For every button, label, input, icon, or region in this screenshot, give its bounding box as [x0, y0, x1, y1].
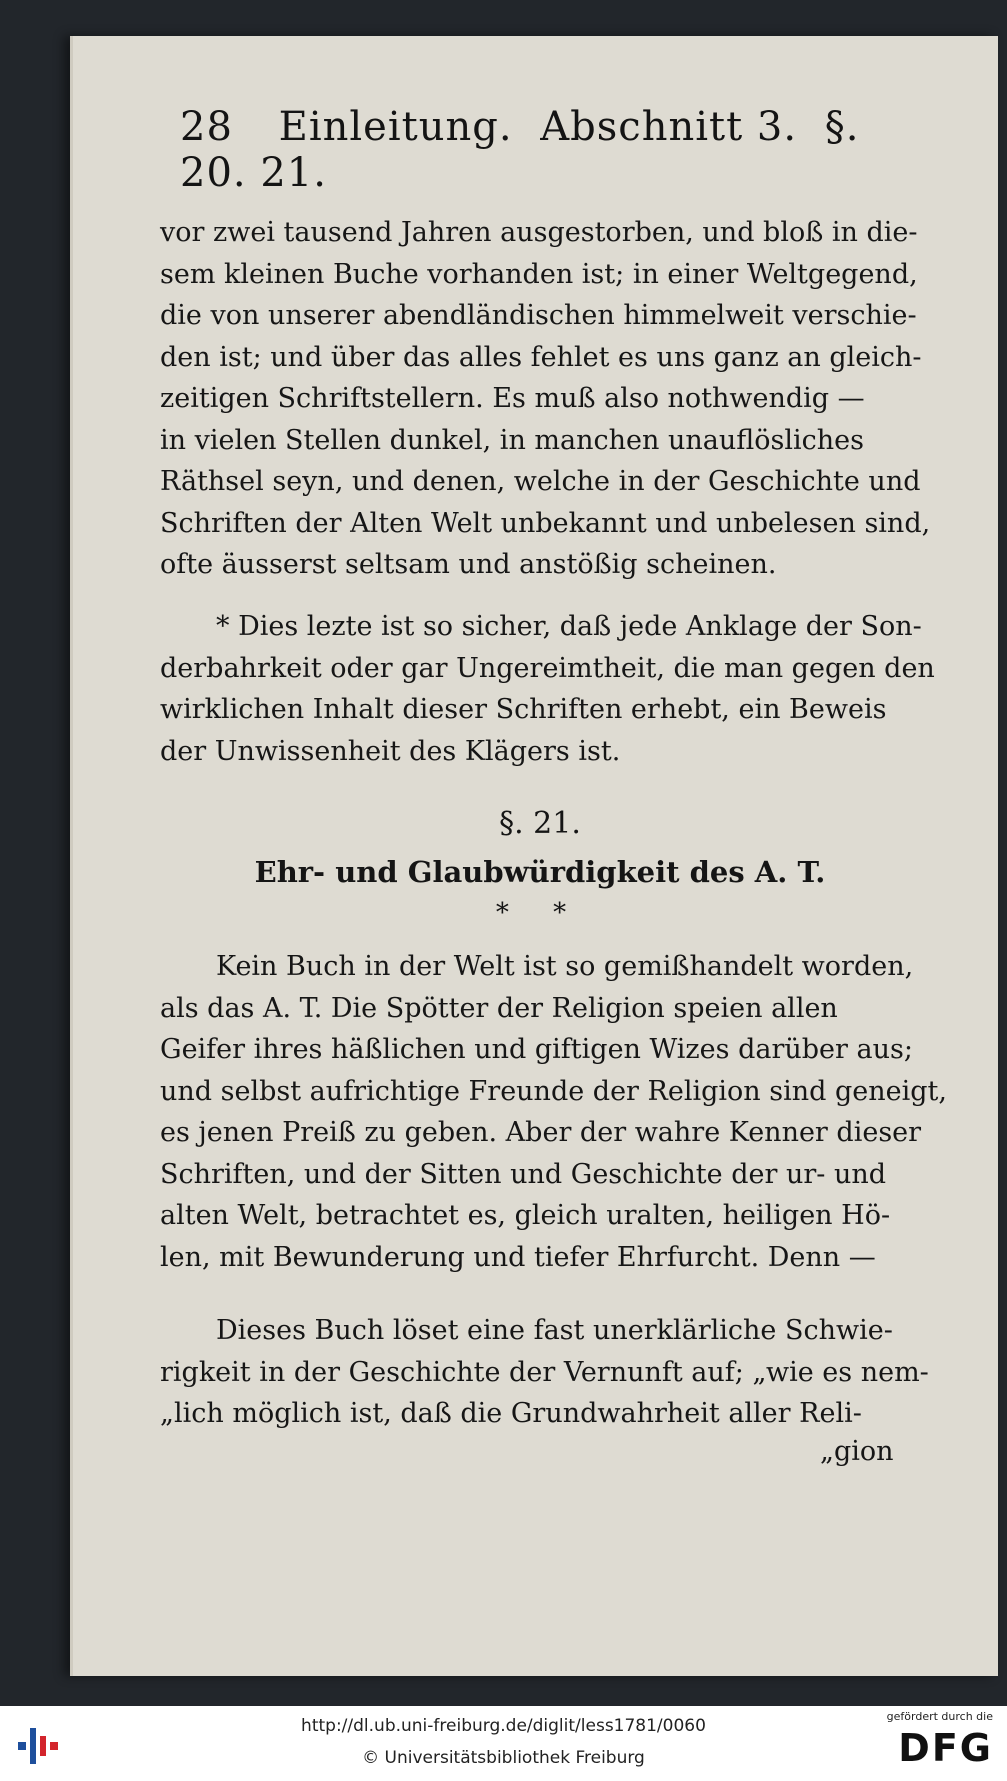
text-line: vor zwei tausend Jahren ausgestorben, und bloß in die-: [160, 217, 918, 248]
header-title: Einleitung.: [278, 104, 513, 150]
text-line: ofte äusserst seltsam und anstößig scheinen.: [160, 549, 777, 580]
section-ornament: * *: [495, 898, 585, 928]
text-line: alten Welt, betrachtet es, gleich uralten, heiligen Hö-: [160, 1200, 891, 1231]
header-section: Abschnitt 3.: [540, 104, 798, 150]
dfg-caption: gefördert durch die: [886, 1710, 993, 1723]
text-line: in vielen Stellen dunkel, in manchen unauflösliches: [160, 424, 864, 456]
footnote-line: der Unwissenheit des Klägers ist.: [160, 735, 621, 767]
footnote-line: derbahrkeit oder gar Ungereimtheit, die man gegen den: [160, 652, 935, 684]
section-number: §. 21.: [499, 806, 581, 841]
text-line: die von unserer abendländischen himmelweit verschie-: [160, 300, 917, 331]
text-line: len, mit Bewunderung und tiefer Ehrfurcht. Denn —: [160, 1241, 876, 1273]
section-title: Ehr- und Glaubwürdigkeit des A. T.: [254, 855, 826, 889]
text-line: Schriften der Alten Welt unbekannt und unbelesen sind,: [160, 507, 931, 539]
page-url-link[interactable]: http://dl.ub.uni-freiburg.de/diglit/less1781/0060: [301, 1716, 706, 1736]
main-text-block: [160, 212, 940, 586]
dfg-logo: DFG: [898, 1726, 993, 1770]
text-line: Räthsel seyn, und denen, welche in der Geschichte und: [160, 466, 921, 497]
text-line: Kein Buch in der Welt ist so gemißhandelt worden,: [216, 951, 914, 982]
text-line: rigkeit in der Geschichte der Vernunft auf; „wie es nem-: [160, 1356, 929, 1388]
running-header: [180, 104, 880, 196]
header-paragraphs: §. 20. 21.: [180, 104, 860, 196]
footnote-line: wirklichen Inhalt dieser Schriften erhebt, ein Beweis: [160, 694, 887, 725]
viewer-footer: [0, 1706, 1007, 1781]
page-number: 28: [180, 104, 233, 150]
text-line: den ist; und über das alles fehlet es uns ganz an gleich-: [160, 341, 922, 373]
footnote-line: * Dies lezte ist so sicher, daß jede Anklage der Son-: [216, 611, 922, 642]
text-line: Dieses Buch löset eine fast unerklärliche Schwie-: [216, 1315, 893, 1346]
footnote-block: [160, 606, 940, 772]
text-line: es jenen Preiß zu geben. Aber der wahre Kenner dieser: [160, 1117, 922, 1148]
body-text-block: [160, 946, 947, 1278]
body-text-block-2: [160, 1310, 940, 1435]
text-line: als das A. T. Die Spötter der Religion speien allen: [160, 992, 838, 1024]
text-line: und selbst aufrichtige Freunde der Religion sind geneigt,: [160, 1075, 947, 1107]
text-line: „lich möglich ist, daß die Grundwahrheit aller Reli-: [160, 1398, 862, 1429]
text-line: sem kleinen Buche vorhanden ist; in einer Weltgegend,: [160, 258, 918, 290]
copyright-text: © Universitätsbibliothek Freiburg: [362, 1748, 645, 1768]
catchword: „gion: [820, 1436, 894, 1467]
text-line: Geifer ihres häßlichen und giftigen Wizes darüber aus;: [160, 1034, 913, 1065]
text-line: Schriften, und der Sitten und Geschichte der ur- und: [160, 1158, 887, 1190]
text-line: zeitigen Schriftstellern. Es muß also nothwendig —: [160, 383, 865, 414]
